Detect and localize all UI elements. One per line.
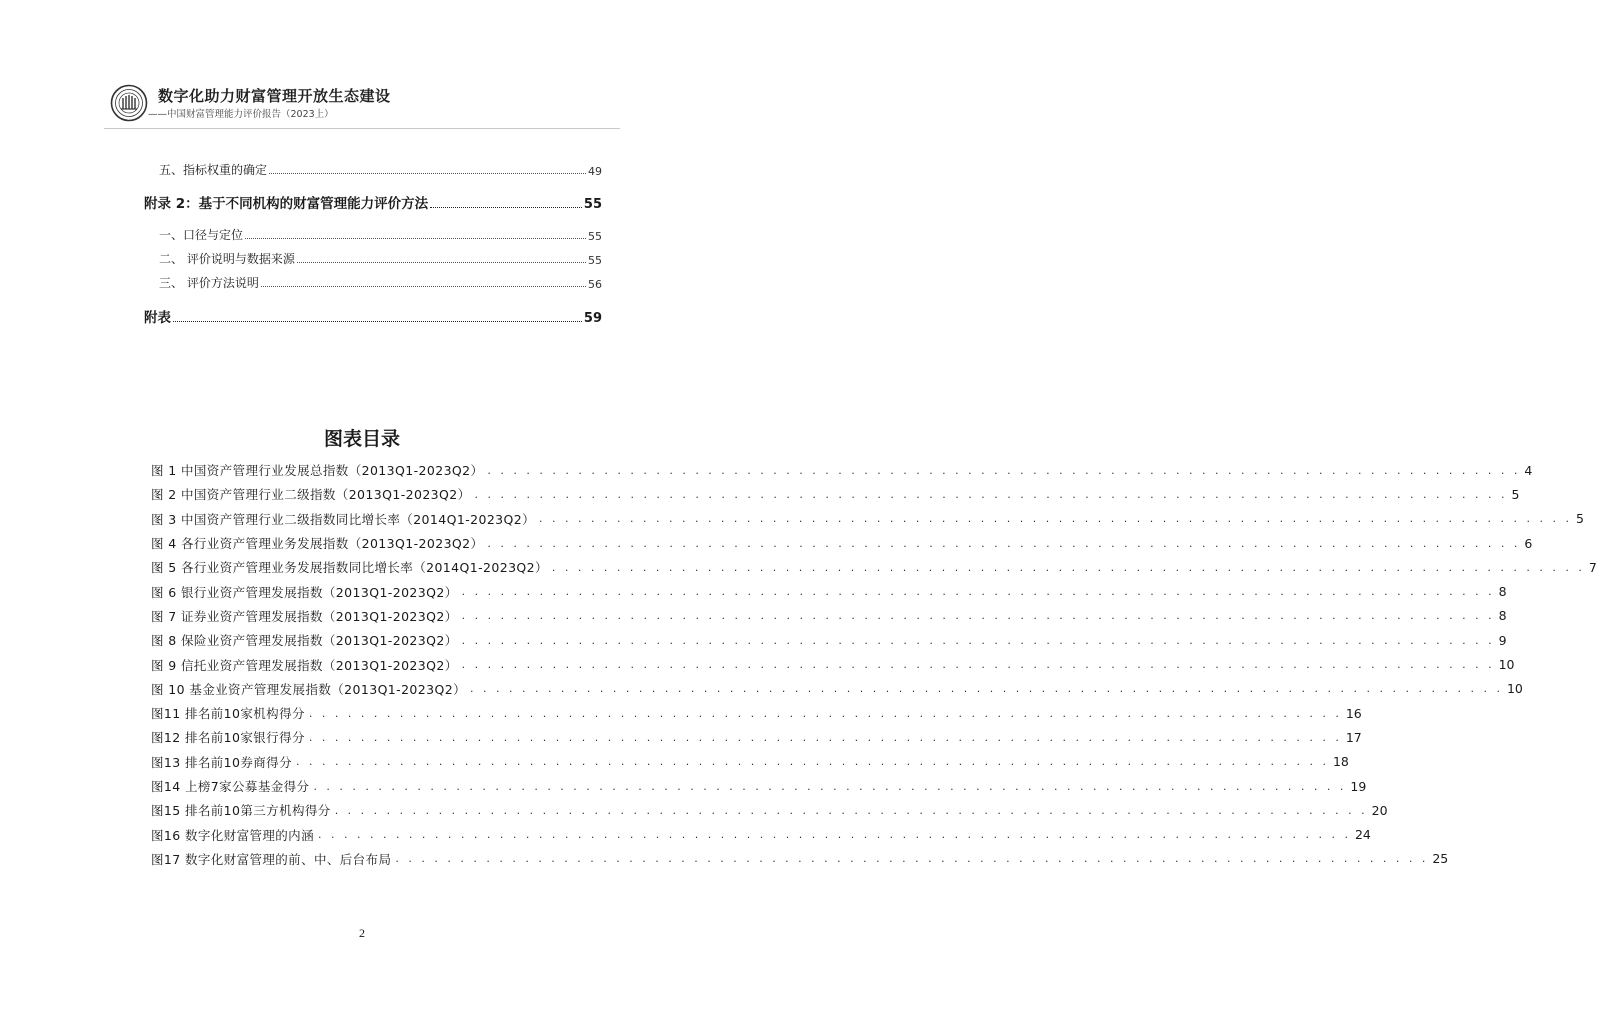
figure-entry-label: 图 10 基金业资产管理发展指数（2013Q1-2023Q2）: [151, 681, 466, 697]
figure-entry-label: 图 8 保险业资产管理发展指数（2013Q1-2023Q2）: [151, 633, 458, 649]
figure-entry-label: 图 3 中国资产管理行业二级指数同比增长率（2014Q1-2023Q2）: [151, 511, 536, 527]
figure-entry[interactable]: [151, 482, 1520, 506]
page-number: 2: [359, 926, 365, 940]
figures-list: [151, 458, 1597, 871]
figure-leader: . . . . . . . . . . . . . . . . . . . . . . . . . . . . . . . . . . . . . . . . . . . . . . . . . . . . . . . . . . . . . . . . . . . . . . . . . . . . . . . .: [461, 609, 1495, 623]
toc-entry-page: 49: [588, 165, 602, 178]
figure-leader: . . . . . . . . . . . . . . . . . . . . . . . . . . . . . . . . . . . . . . . . . . . . . . . . . . . . . . . . . . . . . . . . . . . . . . . . . . . . . . . .: [296, 755, 1329, 769]
figure-entry-page: 19: [1350, 778, 1367, 794]
figure-leader: . . . . . . . . . . . . . . . . . . . . . . . . . . . . . . . . . . . . . . . . . . . . . . . . . . . . . . . . . . . . . . . . . . . . . . . . . . . . . . . .: [487, 536, 1521, 550]
toc-entry-page: 55: [588, 230, 602, 243]
toc-leader: [173, 321, 582, 322]
toc-entry-label: 附录 2：基于不同机构的财富管理能力评价方法: [144, 196, 429, 212]
figure-leader: . . . . . . . . . . . . . . . . . . . . . . . . . . . . . . . . . . . . . . . . . . . . . . . . . . . . . . . . . . . . . . . . . . . . . . . . . . . . . . . .: [308, 706, 1342, 720]
figure-leader: . . . . . . . . . . . . . . . . . . . . . . . . . . . . . . . . . . . . . . . . . . . . . . . . . . . . . . . . . . . . . . . . . . . . . . . . . . . . . . . .: [461, 633, 1495, 647]
figure-leader: . . . . . . . . . . . . . . . . . . . . . . . . . . . . . . . . . . . . . . . . . . . . . . . . . . . . . . . . . . . . . . . . . . . . . . . . . . . . . . . .: [334, 803, 1368, 817]
figure-entry-label: 图15 排名前10第三方机构得分: [151, 803, 331, 819]
figure-leader: . . . . . . . . . . . . . . . . . . . . . . . . . . . . . . . . . . . . . . . . . . . . . . . . . . . . . . . . . . . . . . . . . . . . . . . . . . . . . . . .: [539, 512, 1572, 526]
figures-list-title: 图表目录: [323, 428, 400, 450]
figure-entry[interactable]: [151, 555, 1597, 579]
figure-entry-label: 图 1 中国资产管理行业发展总指数（2013Q1-2023Q2）: [151, 463, 484, 479]
figure-entry-label: 图 6 银行业资产管理发展指数（2013Q1-2023Q2）: [151, 584, 458, 600]
toc-entry[interactable]: [144, 306, 602, 326]
figure-entry-label: 图17 数字化财富管理的前、中、后台布局: [151, 851, 392, 867]
figure-entry-page: 8: [1498, 608, 1507, 624]
figure-leader: . . . . . . . . . . . . . . . . . . . . . . . . . . . . . . . . . . . . . . . . . . . . . . . . . . . . . . . . . . . . . . . . . . . . . . . . . . . . . . . .: [461, 585, 1495, 599]
figure-entry-page: 16: [1345, 705, 1362, 721]
figure-entry-page: 17: [1345, 729, 1362, 745]
figure-entry[interactable]: [151, 507, 1584, 531]
figure-entry[interactable]: [151, 847, 1449, 871]
figure-entry[interactable]: [151, 604, 1507, 628]
institution-logo-icon: [110, 84, 148, 122]
header-title: 数字化助力财富管理开放生态建设: [158, 87, 391, 105]
toc-leader: [297, 262, 586, 263]
figure-entry[interactable]: [151, 628, 1507, 652]
figure-entry[interactable]: [151, 579, 1507, 603]
figure-entry-label: 图 2 中国资产管理行业二级指数（2013Q1-2023Q2）: [151, 487, 471, 503]
toc-entry-label: 二、 评价说明与数据来源: [159, 252, 295, 266]
figure-entry[interactable]: [151, 458, 1533, 482]
figure-entry-page: 20: [1371, 802, 1388, 818]
toc-entry[interactable]: [144, 192, 602, 212]
figure-entry-page: 25: [1432, 851, 1449, 867]
figure-entry[interactable]: [151, 701, 1362, 725]
figure-entry-page: 5: [1511, 486, 1520, 502]
figure-entry[interactable]: [151, 725, 1362, 749]
toc-entry-page: 55: [588, 254, 602, 267]
figure-leader: . . . . . . . . . . . . . . . . . . . . . . . . . . . . . . . . . . . . . . . . . . . . . . . . . . . . . . . . . . . . . . . . . . . . . . . . . . . . . . . .: [461, 658, 1495, 672]
figure-entry-page: 10: [1498, 657, 1515, 673]
toc-leader: [269, 173, 586, 174]
toc-entry-label: 附表: [144, 310, 171, 326]
figure-leader: . . . . . . . . . . . . . . . . . . . . . . . . . . . . . . . . . . . . . . . . . . . . . . . . . . . . . . . . . . . . . . . . . . . . . . . . . . . . . . . .: [474, 487, 1508, 501]
figure-entry[interactable]: [151, 774, 1367, 798]
figure-entry-label: 图14 上榜7家公募基金得分: [151, 779, 310, 794]
figure-entry-page: 18: [1332, 754, 1349, 770]
figure-entry-page: 5: [1576, 511, 1584, 527]
figure-entry-page: 4: [1524, 462, 1533, 478]
toc-entry-label: 五、指标权重的确定: [159, 163, 268, 177]
toc-entry-page: 55: [583, 197, 602, 212]
figure-entry-page: 6: [1524, 535, 1533, 551]
figure-entry[interactable]: [151, 531, 1533, 555]
figure-entry[interactable]: [151, 652, 1515, 676]
toc-entry-page: 56: [588, 278, 602, 291]
figure-entry[interactable]: [151, 677, 1523, 701]
document-header: [110, 84, 610, 124]
toc-entry[interactable]: [147, 250, 602, 267]
figure-entry[interactable]: [151, 750, 1349, 774]
figure-leader: . . . . . . . . . . . . . . . . . . . . . . . . . . . . . . . . . . . . . . . . . . . . . . . . . . . . . . . . . . . . . . . . . . . . . . . . . . . . . . . .: [469, 682, 1503, 696]
figure-entry[interactable]: [151, 798, 1388, 822]
figure-entry-page: 8: [1498, 584, 1507, 600]
figure-entry-label: 图12 排名前10家银行得分: [151, 730, 305, 746]
figure-entry-label: 图16 数字化财富管理的内涵: [151, 827, 314, 843]
figure-leader: . . . . . . . . . . . . . . . . . . . . . . . . . . . . . . . . . . . . . . . . . . . . . . . . . . . . . . . . . . . . . . . . . . . . . . . . . . . . . . . .: [395, 852, 1429, 866]
figure-entry-label: 图13 排名前10券商得分: [151, 754, 292, 770]
figure-entry[interactable]: [151, 822, 1371, 846]
figure-entry-page: 10: [1506, 681, 1523, 697]
toc-entry[interactable]: [147, 226, 602, 243]
figure-entry-page: 9: [1498, 632, 1507, 648]
figure-entry-label: 图 7 证券业资产管理发展指数（2013Q1-2023Q2）: [151, 608, 458, 624]
toc-entry-page: 59: [583, 311, 602, 326]
figure-leader: . . . . . . . . . . . . . . . . . . . . . . . . . . . . . . . . . . . . . . . . . . . . . . . . . . . . . . . . . . . . . . . . . . . . . . . . . . . . . . . .: [487, 463, 1521, 477]
figure-entry-page: 7: [1588, 559, 1597, 575]
toc-entry[interactable]: [147, 161, 602, 178]
figure-entry-label: 图 9 信托业资产管理发展指数（2013Q1-2023Q2）: [151, 657, 458, 673]
toc-leader: [430, 207, 582, 208]
figure-entry-page: 24: [1354, 827, 1371, 843]
toc-leader: [261, 286, 586, 287]
toc-entry[interactable]: [147, 274, 602, 291]
figure-entry-label: 图 5 各行业资产管理业务发展指数同比增长率（2014Q1-2023Q2）: [151, 560, 548, 576]
figure-leader: . . . . . . . . . . . . . . . . . . . . . . . . . . . . . . . . . . . . . . . . . . . . . . . . . . . . . . . . . . . . . . . . . . . . . . . . . . . . . . . .: [551, 560, 1585, 574]
figure-leader: . . . . . . . . . . . . . . . . . . . . . . . . . . . . . . . . . . . . . . . . . . . . . . . . . . . . . . . . . . . . . . . . . . . . . . . . . . . . . . . .: [317, 828, 1351, 842]
toc-entry-label: 三、 评价方法说明: [159, 276, 259, 290]
header-divider: [104, 128, 620, 129]
figure-leader: . . . . . . . . . . . . . . . . . . . . . . . . . . . . . . . . . . . . . . . . . . . . . . . . . . . . . . . . . . . . . . . . . . . . . . . . . . . . . . . .: [308, 730, 1342, 744]
toc-entry-label: 一、口径与定位: [159, 228, 244, 242]
header-subtitle: ——中国财富管理能力评价报告（2023上）: [148, 109, 334, 120]
figure-entry-label: 图 4 各行业资产管理业务发展指数（2013Q1-2023Q2）: [151, 536, 484, 552]
figure-leader: . . . . . . . . . . . . . . . . . . . . . . . . . . . . . . . . . . . . . . . . . . . . . . . . . . . . . . . . . . . . . . . . . . . . . . . . . . . . . . . .: [313, 779, 1347, 793]
figure-entry-label: 图11 排名前10家机构得分: [151, 706, 305, 722]
toc-leader: [245, 238, 586, 239]
